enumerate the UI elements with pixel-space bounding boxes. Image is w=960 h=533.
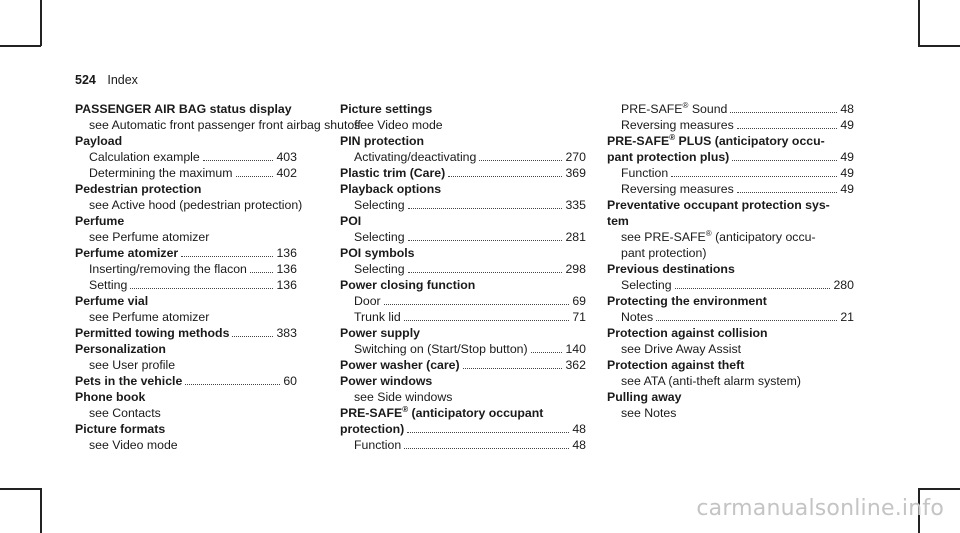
leader-dots <box>656 320 837 321</box>
index-text: see User profile <box>89 358 176 372</box>
page-reference[interactable]: 49 <box>840 118 854 132</box>
index-subterm <box>607 277 854 293</box>
leader-dots <box>671 176 837 177</box>
leader-dots <box>185 384 280 385</box>
index-entry <box>340 405 586 453</box>
index-term <box>75 213 297 229</box>
index-text: see PRE-SAFE® (anticipatory occu- <box>621 228 816 244</box>
index-term <box>75 373 297 389</box>
crop-mark <box>918 488 960 490</box>
page-reference[interactable]: 69 <box>572 294 586 308</box>
index-subterm <box>607 309 854 325</box>
index-text: Picture settings <box>340 102 433 116</box>
index-subterm <box>340 341 586 357</box>
index-term <box>340 325 586 341</box>
index-text: Door <box>354 294 381 308</box>
index-text: POI <box>340 214 362 228</box>
index-subterm <box>75 437 297 453</box>
index-text: Pulling away <box>607 390 682 404</box>
index-term <box>75 101 297 117</box>
index-subterm <box>607 117 854 133</box>
index-entry <box>75 341 297 373</box>
index-text: Perfume vial <box>75 294 149 308</box>
page-reference[interactable]: 136 <box>276 278 297 292</box>
page-reference[interactable]: 49 <box>840 150 854 164</box>
page-reference[interactable]: 48 <box>572 422 586 436</box>
page-reference[interactable]: 21 <box>840 310 854 324</box>
index-text: Picture formats <box>75 422 166 436</box>
crop-mark <box>918 45 960 47</box>
index-term <box>340 277 586 293</box>
crop-mark <box>40 488 42 533</box>
page-reference[interactable]: 140 <box>565 342 586 356</box>
index-text: Trunk lid <box>354 310 401 324</box>
leader-dots <box>404 448 569 449</box>
index-text: Phone book <box>75 390 146 404</box>
leader-dots <box>737 128 838 129</box>
page-reference[interactable]: 136 <box>276 262 297 276</box>
leader-dots <box>408 208 563 209</box>
page-reference[interactable]: 48 <box>840 102 854 116</box>
index-entry <box>607 133 854 197</box>
page-reference[interactable]: 48 <box>572 438 586 452</box>
index-subterm <box>340 293 586 309</box>
index-term <box>607 149 854 165</box>
index-entry <box>75 181 303 213</box>
index-text: see Perfume atomizer <box>89 230 210 244</box>
index-term <box>340 245 586 261</box>
index-text: Selecting <box>354 262 405 276</box>
index-entry <box>340 325 586 357</box>
index-text: Preventative occupant protection sys- <box>607 198 830 212</box>
index-subterm <box>607 245 854 261</box>
index-entry <box>607 357 854 389</box>
index-term <box>607 197 854 213</box>
index-term <box>75 181 297 197</box>
leader-dots <box>448 176 562 177</box>
index-term <box>75 293 297 309</box>
leader-dots <box>203 160 274 161</box>
page-reference[interactable]: 369 <box>565 166 586 180</box>
page-reference[interactable]: 362 <box>565 358 586 372</box>
leader-dots <box>232 336 273 337</box>
index-text: see Video mode <box>354 118 443 132</box>
index-term <box>340 133 586 149</box>
index-text: Reversing measures <box>621 182 734 196</box>
index-text: Payload <box>75 134 123 148</box>
leader-dots <box>181 256 273 257</box>
index-term <box>340 405 586 421</box>
index-text: pant protection) <box>621 246 707 260</box>
index-text: PIN protection <box>340 134 425 148</box>
index-subterm <box>75 357 297 373</box>
crop-mark <box>0 488 41 490</box>
index-term <box>607 261 854 277</box>
index-text: see Video mode <box>89 438 178 452</box>
index-term <box>340 165 586 181</box>
index-subterm <box>607 181 854 197</box>
index-text: Plastic trim (Care) <box>340 166 446 180</box>
leader-dots <box>236 176 274 177</box>
index-term <box>75 325 297 341</box>
index-term <box>607 325 854 341</box>
index-text: Power closing function <box>340 278 476 292</box>
index-term <box>75 389 297 405</box>
index-entry <box>340 165 586 181</box>
index-entry <box>607 197 854 261</box>
index-term <box>340 421 586 437</box>
leader-dots <box>404 320 570 321</box>
page-reference[interactable]: 71 <box>572 310 586 324</box>
index-subterm <box>607 165 854 181</box>
index-subterm <box>75 261 297 277</box>
index-text: protection) <box>340 422 405 436</box>
index-term <box>607 133 854 149</box>
index-text: see Contacts <box>89 406 161 420</box>
index-text: see ATA (anti-theft alarm system) <box>621 374 801 388</box>
index-text: see Perfume atomizer <box>89 310 210 324</box>
index-subterm <box>75 277 297 293</box>
index-subterm <box>340 389 586 405</box>
leader-dots <box>737 192 838 193</box>
index-entry <box>340 277 586 325</box>
page-reference[interactable]: 335 <box>565 198 586 212</box>
index-entry <box>340 101 586 133</box>
index-text: Determining the maximum <box>89 166 233 180</box>
index-term <box>75 133 297 149</box>
leader-dots <box>531 352 563 353</box>
page-reference[interactable]: 136 <box>276 246 297 260</box>
index-text: Pedestrian protection <box>75 182 202 196</box>
index-subterm <box>340 149 586 165</box>
index-subterm <box>340 117 586 133</box>
index-text: PRE-SAFE® PLUS (anticipatory occu- <box>607 132 825 148</box>
index-text: PRE-SAFE® Sound <box>621 100 728 116</box>
index-column-2 <box>340 101 586 453</box>
index-subterm <box>340 309 586 325</box>
index-text: Personalization <box>75 342 166 356</box>
index-text: Selecting <box>621 278 672 292</box>
watermark: carmanualsonline.info <box>696 496 944 521</box>
index-text: Setting <box>89 278 128 292</box>
crop-mark <box>918 0 920 46</box>
leader-dots <box>384 304 570 305</box>
index-subterm <box>607 229 854 245</box>
index-text: see Notes <box>621 406 677 420</box>
index-term <box>75 245 297 261</box>
index-text: Switching on (Start/Stop button) <box>354 342 528 356</box>
page-reference[interactable]: 49 <box>840 182 854 196</box>
leader-dots <box>407 432 569 433</box>
index-entry <box>340 181 586 213</box>
leader-dots <box>732 160 837 161</box>
index-entry <box>607 325 854 357</box>
leader-dots <box>675 288 831 289</box>
leader-dots <box>463 368 563 369</box>
index-text: Function <box>354 438 402 452</box>
index-text: Selecting <box>354 198 405 212</box>
index-text: Reversing measures <box>621 118 734 132</box>
page-reference[interactable]: 402 <box>276 166 297 180</box>
index-entry <box>75 101 361 133</box>
page-reference[interactable]: 383 <box>276 326 297 340</box>
index-subterm <box>75 117 361 133</box>
page-reference[interactable]: 403 <box>276 150 297 164</box>
leader-dots <box>479 160 562 161</box>
index-term <box>75 421 297 437</box>
index-term <box>340 101 586 117</box>
index-text: Protection against theft <box>607 358 745 372</box>
index-column-3 <box>607 101 854 421</box>
index-text: see Drive Away Assist <box>621 342 742 356</box>
index-entry <box>75 293 297 325</box>
index-subterm <box>607 405 854 421</box>
index-text: Previous destinations <box>607 262 735 276</box>
index-entry <box>75 133 297 181</box>
crop-mark <box>40 0 42 46</box>
page-reference[interactable]: 298 <box>565 262 586 276</box>
leader-dots <box>408 272 563 273</box>
index-subterm <box>607 373 854 389</box>
index-text: see Automatic front passenger front airbag shutoff <box>89 118 361 132</box>
index-text: Permitted towing methods <box>75 326 230 340</box>
index-text: see Active hood (pedestrian protection) <box>89 198 303 212</box>
index-text: pant protection plus) <box>607 150 730 164</box>
index-subterm <box>75 149 297 165</box>
index-text: see Side windows <box>354 390 453 404</box>
page-number: 524 <box>75 73 96 87</box>
index-term <box>607 389 854 405</box>
index-text: Protecting the environment <box>607 294 767 308</box>
index-entry <box>75 245 297 293</box>
index-term <box>607 357 854 373</box>
crop-mark <box>0 45 41 47</box>
index-text: Function <box>621 166 669 180</box>
index-term <box>340 357 586 373</box>
index-entry <box>607 389 854 421</box>
index-entry <box>75 421 297 453</box>
index-subterm <box>75 197 303 213</box>
index-text: Activating/deactivating <box>354 150 477 164</box>
index-term <box>607 293 854 309</box>
index-subterm <box>75 165 297 181</box>
index-subterm <box>75 309 297 325</box>
page-reference[interactable]: 49 <box>840 166 854 180</box>
index-text: Power supply <box>340 326 420 340</box>
index-text: Playback options <box>340 182 442 196</box>
index-text: Protection against collision <box>607 326 768 340</box>
index-term <box>607 213 854 229</box>
index-subterm <box>340 229 586 245</box>
index-entry <box>607 261 854 293</box>
page-reference[interactable]: 280 <box>833 278 854 292</box>
index-entry <box>75 325 297 341</box>
index-term <box>75 341 297 357</box>
leader-dots <box>130 288 273 289</box>
index-text: POI symbols <box>340 246 415 260</box>
index-text: Perfume atomizer <box>75 246 179 260</box>
index-text: Notes <box>621 310 654 324</box>
index-entry <box>75 373 297 389</box>
index-text: Selecting <box>354 230 405 244</box>
index-text: Power washer (care) <box>340 358 460 372</box>
index-text: Calculation example <box>89 150 200 164</box>
index-term <box>340 181 586 197</box>
index-term <box>340 213 586 229</box>
section-title: Index <box>107 73 138 87</box>
index-entry <box>340 357 586 373</box>
leader-dots <box>730 112 837 113</box>
page-reference[interactable]: 281 <box>565 230 586 244</box>
index-entry <box>607 293 854 325</box>
index-text: Power windows <box>340 374 433 388</box>
index-text: PASSENGER AIR BAG status display <box>75 102 292 116</box>
index-text: Perfume <box>75 214 125 228</box>
page-reference[interactable]: 270 <box>565 150 586 164</box>
index-subterm <box>75 405 297 421</box>
index-subterm <box>607 101 854 117</box>
index-text: tem <box>607 214 629 228</box>
index-text: Pets in the vehicle <box>75 374 183 388</box>
index-entry <box>340 133 586 165</box>
page-header <box>75 73 138 87</box>
index-text: Inserting/removing the flacon <box>89 262 247 276</box>
index-text: PRE-SAFE® (anticipatory occupant <box>340 404 544 420</box>
index-subterm <box>75 229 297 245</box>
index-subterm <box>607 341 854 357</box>
index-subterm <box>340 437 586 453</box>
index-subterm <box>340 261 586 277</box>
leader-dots <box>408 240 563 241</box>
index-entry <box>340 245 586 277</box>
index-subterm <box>340 197 586 213</box>
page-reference[interactable]: 60 <box>283 374 297 388</box>
index-term <box>340 373 586 389</box>
index-entry <box>75 213 297 245</box>
index-entry <box>607 101 854 133</box>
index-entry <box>75 389 297 421</box>
leader-dots <box>250 272 274 273</box>
index-entry <box>340 213 586 245</box>
index-entry <box>340 373 586 405</box>
